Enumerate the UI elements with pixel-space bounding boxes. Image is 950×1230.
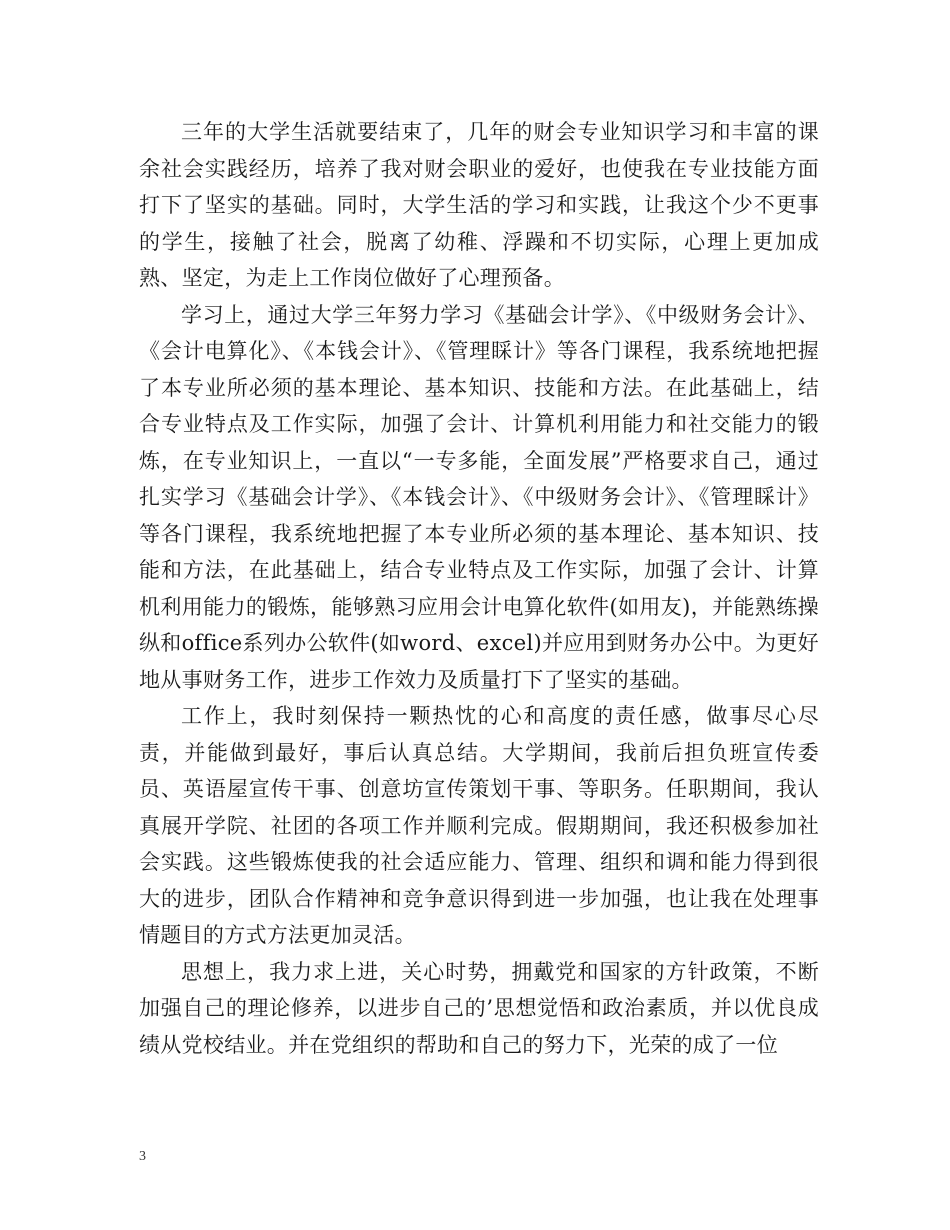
document-body (139, 114, 819, 1063)
paragraph-ideology: 思想上，我力求上进，关心时势，拥戴党和国家的方针政策，不断加强自己的理论修养，以进步自己的’思想觉悟和政治素质，并以优良成绩从党校结业。并在党组织的帮助和自己的努力下，光荣的成了一位 (139, 959, 819, 1057)
page-number: 3 (139, 1149, 146, 1164)
paragraph-intro: 三年的大学生活就要结束了，几年的财会专业知识学习和丰富的课余社会实践经历，培养了我对财会职业的爱好，也使我在专业技能方面打下了坚实的基础。同时，大学生活的学习和实践，让我这个少不更事的学生，接触了社会，脱离了幼稚、浮躁和不切实际，心理上更加成熟、坚定，为走上工作岗位做好了心理预备。 (139, 120, 819, 290)
paragraph-study: 学习上，通过大学三年努力学习《基础会计学》、《中级财务会计》、《会计电算化》、《本钱会计》、《管理睬计》等各门课程，我系统地把握了本专业所必须的基本理论、基本知识、技能和方法。在此基础上，结合专业特点及工作实际，加强了会计、计算机利用能力和社交能力的锻炼，在专业知识上，一直以“一专多能，全面发展”严格要求自己，通过扎实学习《基础会计学》、《本钱会计》、《中级财务会计》、《管理睬计》等各门课程，我系统地把握了本专业所必须的基本理论、基本知识、技能和方法，在此基础上，结合专业特点及工作实际，加强了会计、计算机利用能力的锻炼，能够熟习应用会计电算化软件(如用友)，并能熟练操纵和office系列办公软件(如word、excel)并应用到财务办公中。为更好地从事财务工作，进步工作效力及质量打下了坚实的基础。 (139, 302, 819, 692)
paragraph-work: 工作上，我时刻保持一颗热忱的心和高度的责任感，做事尽心尽责，并能做到最好，事后认真总结。大学期间，我前后担负班宣传委员、英语屋宣传干事、创意坊宣传策划干事、等职务。任职期间，我认真展开学院、社团的各项工作并顺利完成。假期期间，我还积极参加社会实践。这些锻炼使我的社会适应能力、管理、组织和调和能力得到很大的进步，团队合作精神和竞争意识得到进一步加强，也让我在处理事情题目的方式方法更加灵活。 (139, 704, 819, 947)
